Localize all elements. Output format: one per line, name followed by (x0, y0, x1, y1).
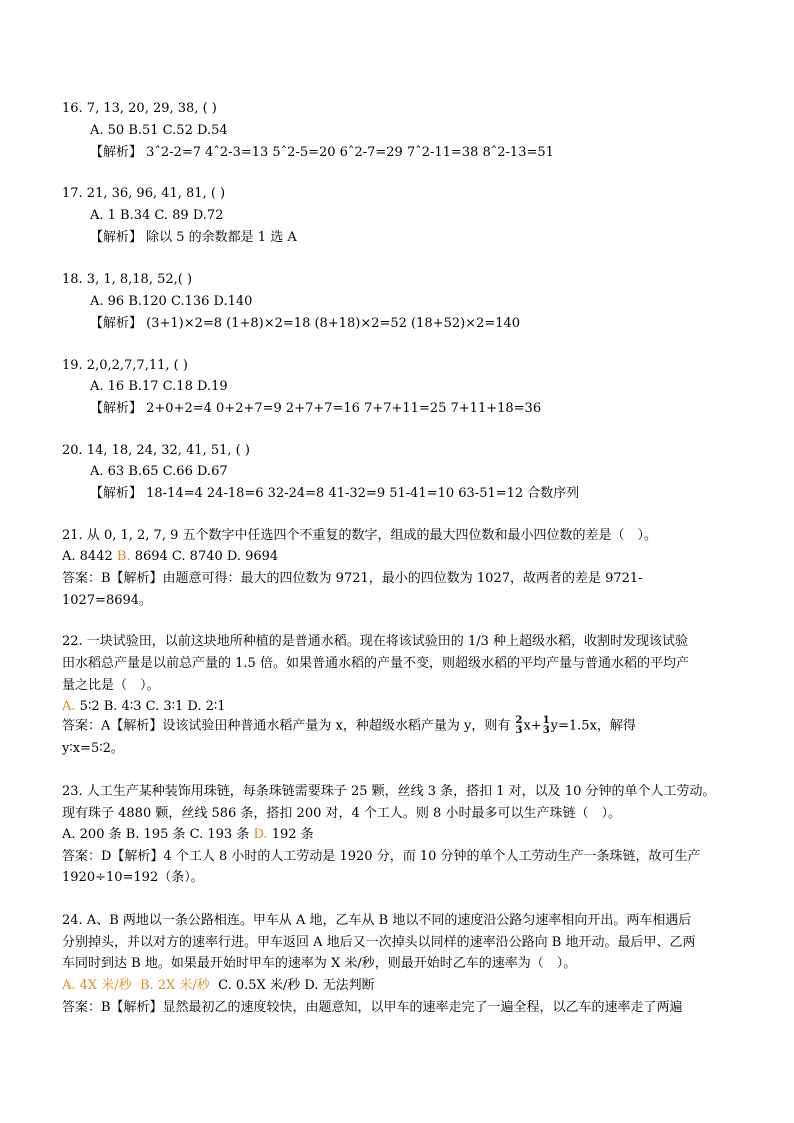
question-23-stem-line-1: 23. 人工生产某种装饰用珠链，每条珠链需要珠子 25 颗，丝线 3 条，搭扣 1 对，以及 10 分钟的单个人工劳动。 (62, 784, 716, 799)
option-a: A. 8442 (62, 549, 113, 564)
question-23-answer-line-2: 1920÷10=192（条）。 (62, 870, 204, 885)
question-24-stem-line-1: 24. A、B 两地以一条公路相连。甲车从 A 地，乙车从 B 地以不同的速度沿公路匀速率相向开出。两车相遇后 (62, 913, 692, 928)
question-18-analysis: 【解析】 (3+1)×2=8 (1+8)×2=18 (8+18)×2=52 (18+52)×2=140 (90, 316, 521, 331)
question-22-stem-line-1: 22. 一块试验田，以前这块地所种植的是普通水稻。现在将该试验田的 1/3 种上超级水稻，收割时发现该试验 (62, 634, 688, 649)
question-21-stem: 21. 从 0, 1, 2, 7, 9 五个数字中任选四个不重复的数字，组成的最大四位数和最小四位数的差是（ ）。 (62, 528, 657, 543)
option-d-value: 192 条 (271, 827, 314, 842)
question-24-stem-line-3: 车同时到达 B 地。如果最开始时甲车的速率为 X 米/秒，则最开始时乙车的速率为（ ）。 (62, 956, 577, 971)
question-21-options (62, 548, 278, 566)
question-23-stem-line-2: 现有珠子 4880 颗，丝线 586 条，搭扣 200 对，4 个工人。则 8 小时最多可以生产珠链（ ）。 (62, 806, 621, 821)
option-b: B. 2X 米/秒 (139, 978, 210, 993)
option-rest: 8694 C. 8740 D. 9694 (134, 549, 279, 564)
question-24-answer-line-1: 答案：B【解析】显然最初乙的速度较快，由题意知，以甲车的速率走完了一遍全程，以乙车的速率走了两遍 (62, 1000, 683, 1015)
option-rest: A. 200 条 B. 195 条 C. 193 条 (62, 827, 250, 842)
question-18-options: A. 96 B.120 C.136 D.140 (90, 294, 253, 309)
option-rest: C. 0.5X 米/秒 D. 无法判断 (218, 978, 375, 993)
question-17-options: A. 1 B.34 C. 89 D.72 (90, 208, 224, 223)
question-23-options (62, 826, 314, 844)
question-23-answer-line-1: 答案：D【解析】4 个工人 8 小时的人工劳动是 1920 分，而 10 分钟的单个人工劳动生产一条珠链，故可生产 (62, 849, 701, 864)
option-b-marker: B. (116, 549, 131, 564)
question-21-answer-line-2: 1027=8694。 (62, 593, 153, 608)
question-22-answer-line-1 (62, 716, 636, 736)
question-18-stem: 18. 3, 1, 8,18, 52,( ) (62, 272, 193, 287)
question-20-stem: 20. 14, 18, 24, 32, 41, 51, ( ) (62, 443, 250, 458)
question-20-options: A. 63 B.65 C.66 D.67 (90, 464, 228, 479)
question-19-stem: 19. 2,0,2,7,7,11, ( ) (62, 358, 188, 373)
question-16-stem: 16. 7, 13, 20, 29, 38, ( ) (62, 101, 217, 116)
option-d-marker: D. (253, 827, 268, 842)
question-21-answer-line-1: 答案：B【解析】由题意可得：最大的四位数为 9721，最小的四位数为 1027，故两者的差是 9721- (62, 571, 643, 586)
option-a: A. 4X 米/秒 (62, 978, 132, 993)
question-19-analysis: 【解析】 2+0+2=4 0+2+7=9 2+7+7=16 7+7+11=25 7+11+18=36 (90, 401, 542, 416)
answer-post: y=1.5x，解得 (550, 718, 636, 734)
option-rest: 5∶2 B. 4∶3 C. 3∶1 D. 2∶1 (79, 699, 226, 714)
question-17-analysis: 【解析】 除以 5 的余数都是 1 选 A (90, 230, 297, 245)
option-a-marker: A. (62, 699, 76, 714)
answer-prefix: 答案：A【解析】设该试验田种普通水稻产量为 x，种超级水稻产量为 y，则有 (62, 718, 511, 734)
question-22-options (62, 698, 226, 716)
question-24-stem-line-2: 分别掉头，并以对方的速率行进。甲车返回 A 地后又一次掉头以同样的速率沿公路向 B 地开动。最后甲、乙两 (62, 935, 696, 950)
question-16-options: A. 50 B.51 C.52 D.54 (90, 123, 228, 138)
question-17-stem: 17. 21, 36, 96, 41, 81, ( ) (62, 186, 226, 201)
fraction-one-third: 1 3 (542, 715, 550, 736)
question-22-answer-line-2: y∶x=5∶2。 (62, 741, 124, 756)
fraction-two-thirds: 2 3 (515, 715, 523, 736)
question-22-stem-line-2: 田水稻总产量是以前总产量的 1.5 倍。如果普通水稻的产量不变，则超级水稻的平均产量与普通水稻的平均产 (62, 656, 689, 671)
question-20-analysis: 【解析】 18-14=4 24-18=6 32-24=8 41-32=9 51-41=10 63-51=12 合数序列 (90, 486, 580, 501)
question-19-options: A. 16 B.17 C.18 D.19 (90, 379, 228, 394)
question-22-stem-line-3: 量之比是（ ）。 (62, 678, 160, 693)
question-16-analysis: 【解析】 3ˆ2-2=7 4ˆ2-3=13 5ˆ2-5=20 6ˆ2-7=29 7ˆ2-11=38 8ˆ2-13=51 (90, 145, 554, 160)
question-24-options (62, 977, 375, 995)
answer-mid: x+ (523, 718, 542, 734)
